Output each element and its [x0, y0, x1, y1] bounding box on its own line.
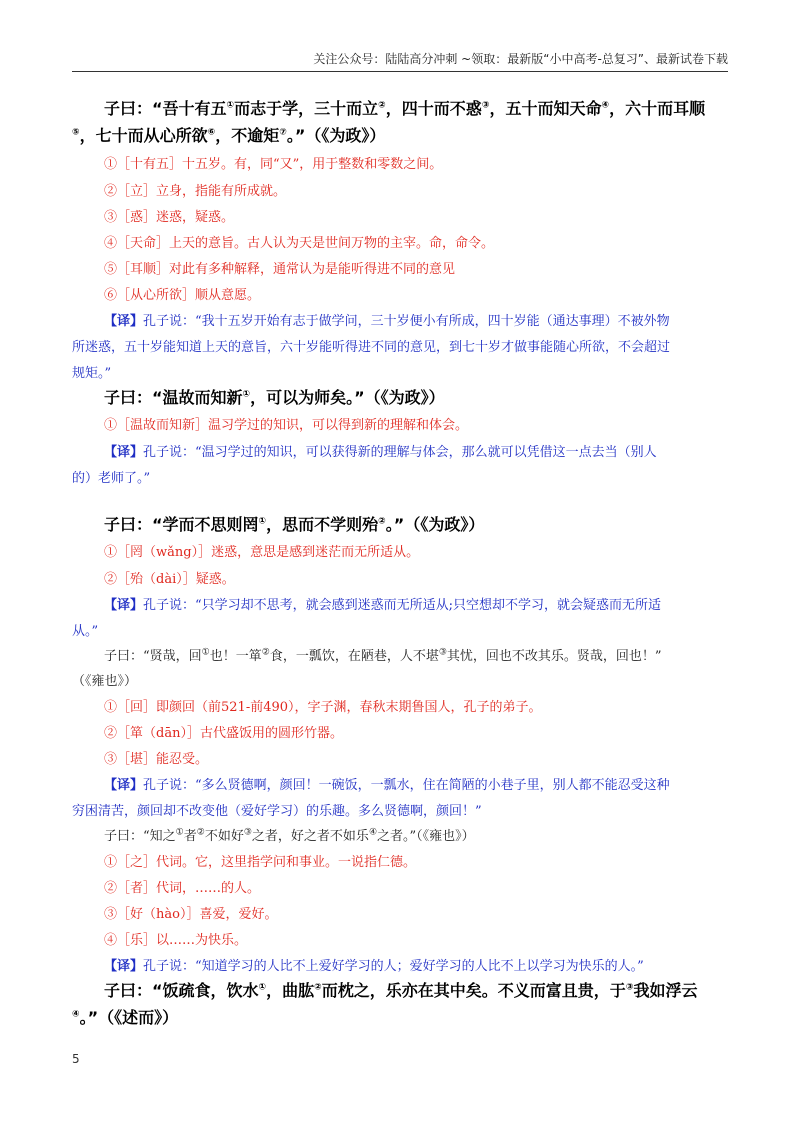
translation-line — [72, 800, 482, 819]
translation-line — [104, 774, 670, 793]
passage-line — [104, 825, 475, 844]
footnote-marker: ③ — [625, 982, 634, 993]
translation-tag: 【译】 — [104, 598, 144, 613]
text-segment: ①［温故而知新］温习学过的知识，可以得到新的理解和体会。 — [104, 418, 469, 433]
text-segment: 孔子说：“多么贤德啊，颜回！一碗饭，一瓢水，住在简陋的小巷子里，别人都不能忍受这种 — [143, 778, 670, 793]
text-segment: 子曰：“学而不思则罔 — [104, 515, 259, 534]
text-segment: 不如好 — [204, 829, 244, 844]
text-segment: 的）老师了。” — [72, 471, 151, 486]
text-segment: ①［十有五］十五岁。有，同“又”，用于整数和零数之间。 — [104, 157, 443, 172]
quote-line — [104, 978, 697, 1001]
text-segment: ，四十而不惑 — [385, 99, 482, 118]
text-segment: ④［天命］上天的意旨。古人认为天是世间万物的主宰。命，命令。 — [104, 236, 495, 251]
text-segment: 孔子说：“只学习却不思考，就会感到迷惑而无所适从;只空想却不学习，就会疑惑而无所适 — [143, 598, 662, 613]
footnote-marker: ④ — [601, 100, 610, 111]
translation-line — [72, 336, 670, 355]
note-line — [104, 414, 468, 433]
footnote-marker: ③ — [438, 647, 447, 658]
text-segment: 而枕之，乐亦在其中矣。不义而富且贵，于 — [321, 981, 626, 1000]
text-segment: ，可以为师矣。”（《为政》） — [250, 388, 445, 407]
footnote-marker: ① — [258, 982, 267, 993]
text-segment: ，七十而从心所欲 — [79, 126, 208, 145]
text-segment: 子曰：“饭疏食，饮水 — [104, 981, 259, 1000]
footnote-marker: ④ — [368, 827, 378, 838]
quote-line — [104, 385, 445, 408]
text-segment: 孔子说：“我十五岁开始有志于做学问，三十岁便小有所成，四十岁能（通达事理）不被外物 — [143, 314, 670, 329]
note-line — [104, 851, 416, 870]
note-line — [104, 153, 442, 172]
translation-line — [104, 594, 661, 613]
text-segment: ，思而不学则殆 — [266, 515, 379, 534]
footnote-marker: ⑦ — [279, 127, 287, 138]
text-segment: ①［之］代词。它，这里指学问和事业。一说指仁德。 — [104, 855, 417, 870]
text-segment: 孔子说：“知道学习的人比不上爱好学习的人；爱好学习的人比不上以学习为快乐的人。” — [143, 959, 644, 974]
passage-line — [72, 670, 137, 689]
footnote-marker: ② — [196, 827, 205, 838]
translation-tag: 【译】 — [104, 778, 144, 793]
note-line — [104, 903, 277, 922]
text-segment: ，六十而耳顺 — [609, 99, 706, 118]
note-line — [104, 180, 286, 199]
translation-line — [104, 955, 644, 974]
translation-line — [104, 310, 670, 329]
text-segment: 穷困清苦，颜回却不改变他（爱好学习）的乐趣。多么贤德啊，颜回！” — [72, 804, 482, 819]
footnote-marker: ② — [378, 516, 386, 527]
text-segment: ⑤［耳顺］对此有多种解释，通常认为是能听得进不同的意见 — [104, 262, 456, 277]
translation-line — [104, 441, 657, 460]
text-segment: 也！一箪 — [209, 649, 262, 664]
footnote-marker: ① — [242, 389, 251, 400]
note-line — [104, 232, 494, 251]
translation-tag: 【译】 — [104, 959, 144, 974]
translation-line — [72, 362, 111, 381]
text-segment: 孔子说：“温习学过的知识，可以获得新的理解与体会，那么就可以凭借这一点去当（别人 — [143, 445, 657, 460]
note-line — [104, 568, 235, 587]
note-line — [104, 877, 260, 896]
text-segment: 食，一瓢饮，在陋巷，人不堪 — [269, 649, 439, 664]
text-segment: 子曰：“吾十有五 — [104, 99, 227, 118]
quote-line — [104, 512, 484, 535]
text-segment: 所迷惑，五十岁能知道上天的意旨，六十岁能听得进不同的意见，到七十岁才做事能随心所欲，不会超过 — [72, 340, 671, 355]
note-line — [104, 541, 419, 560]
text-segment: 子曰：“知之 — [104, 829, 176, 844]
footnote-marker: ⑥ — [207, 127, 216, 138]
text-segment: 我如浮云 — [633, 981, 698, 1000]
text-segment: ③［好（hào）］喜爱，爱好。 — [104, 907, 278, 922]
text-segment: 之者，好之者不如乐 — [251, 829, 369, 844]
text-segment: ②［殆（dài）］疑惑。 — [104, 572, 235, 587]
footnote-marker: ⑤ — [72, 127, 80, 138]
footnote-marker: ② — [378, 100, 386, 111]
footnote-marker: ① — [258, 516, 267, 527]
note-line — [104, 258, 455, 277]
note-line — [104, 206, 234, 225]
text-segment: 子曰：“贤哉，回 — [104, 649, 202, 664]
footnote-marker: ② — [261, 647, 270, 658]
text-segment: 者 — [183, 829, 197, 844]
text-segment: ④［乐］以……为快乐。 — [104, 933, 248, 948]
passage-line — [104, 645, 662, 664]
footnote-marker: ① — [201, 647, 210, 658]
text-segment: ②［箪（dān）］古代盛饭用的圆形竹器。 — [104, 726, 343, 741]
translation-tag: 【译】 — [104, 314, 144, 329]
quote-line — [104, 96, 705, 119]
note-line — [104, 748, 208, 767]
footnote-marker: ③ — [243, 827, 252, 838]
translation-tag: 【译】 — [104, 445, 144, 460]
quote-line — [72, 123, 385, 146]
text-segment: 从。” — [72, 624, 99, 639]
text-segment: 之者。”（《雍也》） — [377, 829, 475, 844]
text-segment: （《雍也》） — [72, 674, 138, 689]
text-segment: ，五十而知天命 — [489, 99, 602, 118]
text-segment: 规矩。” — [72, 366, 112, 381]
page-number: 5 — [72, 1052, 80, 1066]
text-segment: 子曰：“温故而知新 — [104, 388, 243, 407]
note-line — [104, 929, 247, 948]
page-header — [72, 50, 728, 72]
quote-line — [72, 1005, 178, 1028]
text-segment: 而志于学，三十而立 — [234, 99, 379, 118]
note-line — [104, 696, 542, 715]
text-segment: ，曲肱 — [266, 981, 315, 1000]
text-segment: ②［者］代词，……的人。 — [104, 881, 261, 896]
text-segment: ①［罔（wǎng）］迷惑，意思是感到迷茫而无所适从。 — [104, 545, 420, 560]
footnote-marker: ③ — [481, 100, 490, 111]
translation-line — [72, 467, 150, 486]
header-text: 关注公众号：陆陆高分冲刺 ~领取：最新版“小中高考-总复习”、最新试卷下载 — [313, 52, 728, 66]
text-segment: ②［立］立身，指能有所成就。 — [104, 184, 287, 199]
text-segment: 。”（《述而》） — [79, 1008, 179, 1027]
text-segment: ⑥［从心所欲］顺从意愿。 — [104, 288, 261, 303]
footnote-marker: ④ — [72, 1009, 80, 1020]
note-line — [104, 284, 260, 303]
translation-line — [72, 620, 98, 639]
footnote-marker: ① — [226, 100, 235, 111]
footnote-marker: ② — [314, 982, 322, 993]
text-segment: 。”（《为政》） — [286, 126, 386, 145]
text-segment: ③［堪］能忍受。 — [104, 752, 209, 767]
text-segment: 其忧，回也不改其乐。贤哉，回也！” — [446, 649, 662, 664]
text-segment: ①［回］即颜回（前521-前490），字子渊，春秋末期鲁国人，孔子的弟子。 — [104, 700, 542, 715]
footnote-marker: ① — [175, 827, 184, 838]
text-segment: ③［惑］迷惑，疑惑。 — [104, 210, 235, 225]
text-segment: 。”（《为政》） — [385, 515, 485, 534]
note-line — [104, 722, 343, 741]
text-segment: ，不逾矩 — [215, 126, 280, 145]
